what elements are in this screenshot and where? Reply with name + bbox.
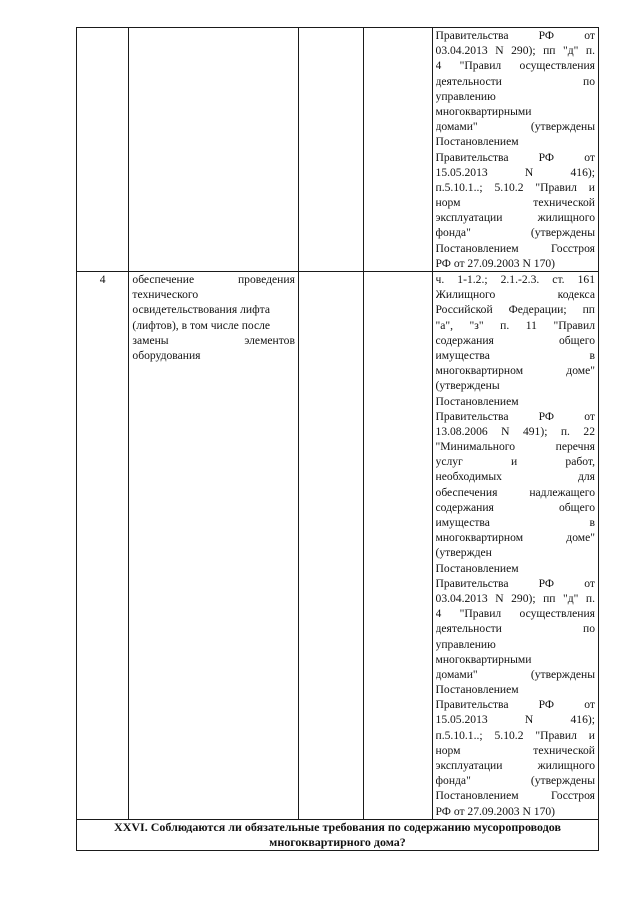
legal-basis-line: (утверждены — [435, 379, 500, 393]
legal-basis-line: многоквартирными — [435, 104, 532, 118]
section-heading-line-1: XXVI. Соблюдаются ли обязательные требования по содержанию мусоропроводов — [114, 819, 561, 834]
requirement-line: оборудования — [132, 348, 201, 362]
legal-basis-line: имущества в — [435, 516, 595, 529]
legal-basis-line: услуг и работ, — [435, 455, 595, 469]
legal-basis-line: Российской Федерации; пп — [435, 303, 595, 317]
requirements-table — [76, 27, 599, 851]
requirement-line: обеспечение проведения — [132, 273, 295, 286]
legal-basis-line: эксплуатации жилищного — [435, 211, 595, 225]
legal-basis-line: Постановлением Госстроя — [435, 241, 595, 255]
legal-basis-line: Постановлением — [435, 683, 519, 697]
legal-basis-line: многоквартирном доме" — [435, 364, 595, 378]
legal-basis-line: п.5.10.1..; 5.10.2 "Правил и — [435, 180, 595, 194]
cell-requirement — [129, 272, 299, 820]
legal-basis-line: эксплуатации жилищного — [435, 759, 595, 772]
requirement-line: освидетельствования лифта — [132, 303, 270, 317]
legal-basis-line: "Минимального перечня — [435, 440, 595, 454]
legal-basis-line: Правительства РФ от — [435, 409, 595, 423]
requirement-line: технического — [132, 288, 199, 302]
legal-basis-line: деятельности по — [435, 622, 595, 636]
cell-note — [363, 28, 432, 272]
cell-requirement — [129, 28, 299, 272]
legal-basis-line: деятельности по — [435, 74, 595, 88]
legal-basis-line: необходимых для — [435, 470, 595, 484]
legal-basis-line: обеспечения надлежащего — [435, 485, 595, 499]
legal-basis-line: содержания общего — [435, 500, 595, 514]
legal-basis-line: домами" (утверждены — [435, 120, 595, 134]
legal-basis-line: Постановлением — [435, 561, 519, 575]
legal-basis-line: ч. 1-1.2.; 2.1.-2.3. ст. 161 — [435, 273, 595, 286]
legal-basis-line: норм технической — [435, 743, 595, 757]
cell-number — [77, 28, 129, 272]
section-heading — [77, 819, 599, 850]
legal-basis-line: фонда" (утверждены — [435, 774, 595, 788]
legal-basis-line: 4 "Правил осуществления — [435, 59, 595, 73]
legal-basis-line: многоквартирном доме" — [435, 531, 595, 545]
legal-basis-line: Постановлением — [435, 135, 519, 149]
legal-basis-line: РФ от 27.09.2003 N 170) — [435, 804, 556, 818]
legal-basis-line: Жилищного кодекса — [435, 288, 595, 302]
legal-basis-line: Правительства РФ от — [435, 698, 595, 712]
legal-basis-line: 13.08.2006 N 491); п. 22 — [435, 424, 595, 438]
section-row-xxvi — [77, 819, 599, 850]
legal-basis-line: имущества в — [435, 348, 595, 362]
requirement-text — [132, 272, 295, 363]
legal-basis-line: домами" (утверждены — [435, 667, 595, 681]
cell-legal-basis — [432, 272, 598, 820]
legal-basis-line: 15.05.2013 N 416); — [435, 165, 595, 179]
legal-basis-line: "а", "з" п. 11 "Правил — [435, 318, 595, 332]
legal-basis-line: 15.05.2013 N 416); — [435, 713, 595, 727]
legal-basis-line: 4 "Правил осуществления — [435, 607, 595, 621]
table-row-continued — [77, 28, 599, 272]
legal-basis-line: управлению — [435, 89, 496, 103]
legal-basis-line: п.5.10.1..; 5.10.2 "Правил и — [435, 728, 595, 742]
cell-legal-basis — [432, 28, 598, 272]
legal-basis-text — [436, 272, 595, 819]
legal-basis-line: (утвержден — [435, 546, 492, 560]
section-heading-line-2: многоквартирного дома? — [269, 834, 406, 849]
cell-note — [363, 272, 432, 820]
requirement-line: (лифтов), в том числе после — [132, 318, 271, 332]
legal-basis-line: Правительства РФ от — [435, 576, 595, 590]
legal-basis-line: Постановлением — [435, 394, 519, 408]
cell-yes-no — [298, 272, 363, 820]
cell-yes-no — [298, 28, 363, 272]
legal-basis-line: 03.04.2013 N 290); пп "д" п. — [435, 591, 595, 605]
legal-basis-line: Правительства РФ от — [435, 29, 595, 42]
legal-basis-line: РФ от 27.09.2003 N 170) — [435, 256, 556, 270]
legal-basis-text — [436, 28, 595, 271]
requirement-line: замены элементов — [132, 333, 295, 347]
legal-basis-line: управлению — [435, 637, 496, 651]
table-row-4 — [77, 272, 599, 820]
row-number: 4 — [77, 272, 129, 820]
legal-basis-line: фонда" (утверждены — [435, 226, 595, 240]
legal-basis-line: содержания общего — [435, 333, 595, 347]
legal-basis-line: Правительства РФ от — [435, 150, 595, 164]
legal-basis-line: Постановлением Госстроя — [435, 789, 595, 803]
legal-basis-line: норм технической — [435, 196, 595, 210]
legal-basis-line: 03.04.2013 N 290); пп "д" п. — [435, 44, 595, 58]
legal-basis-line: многоквартирными — [435, 652, 532, 666]
